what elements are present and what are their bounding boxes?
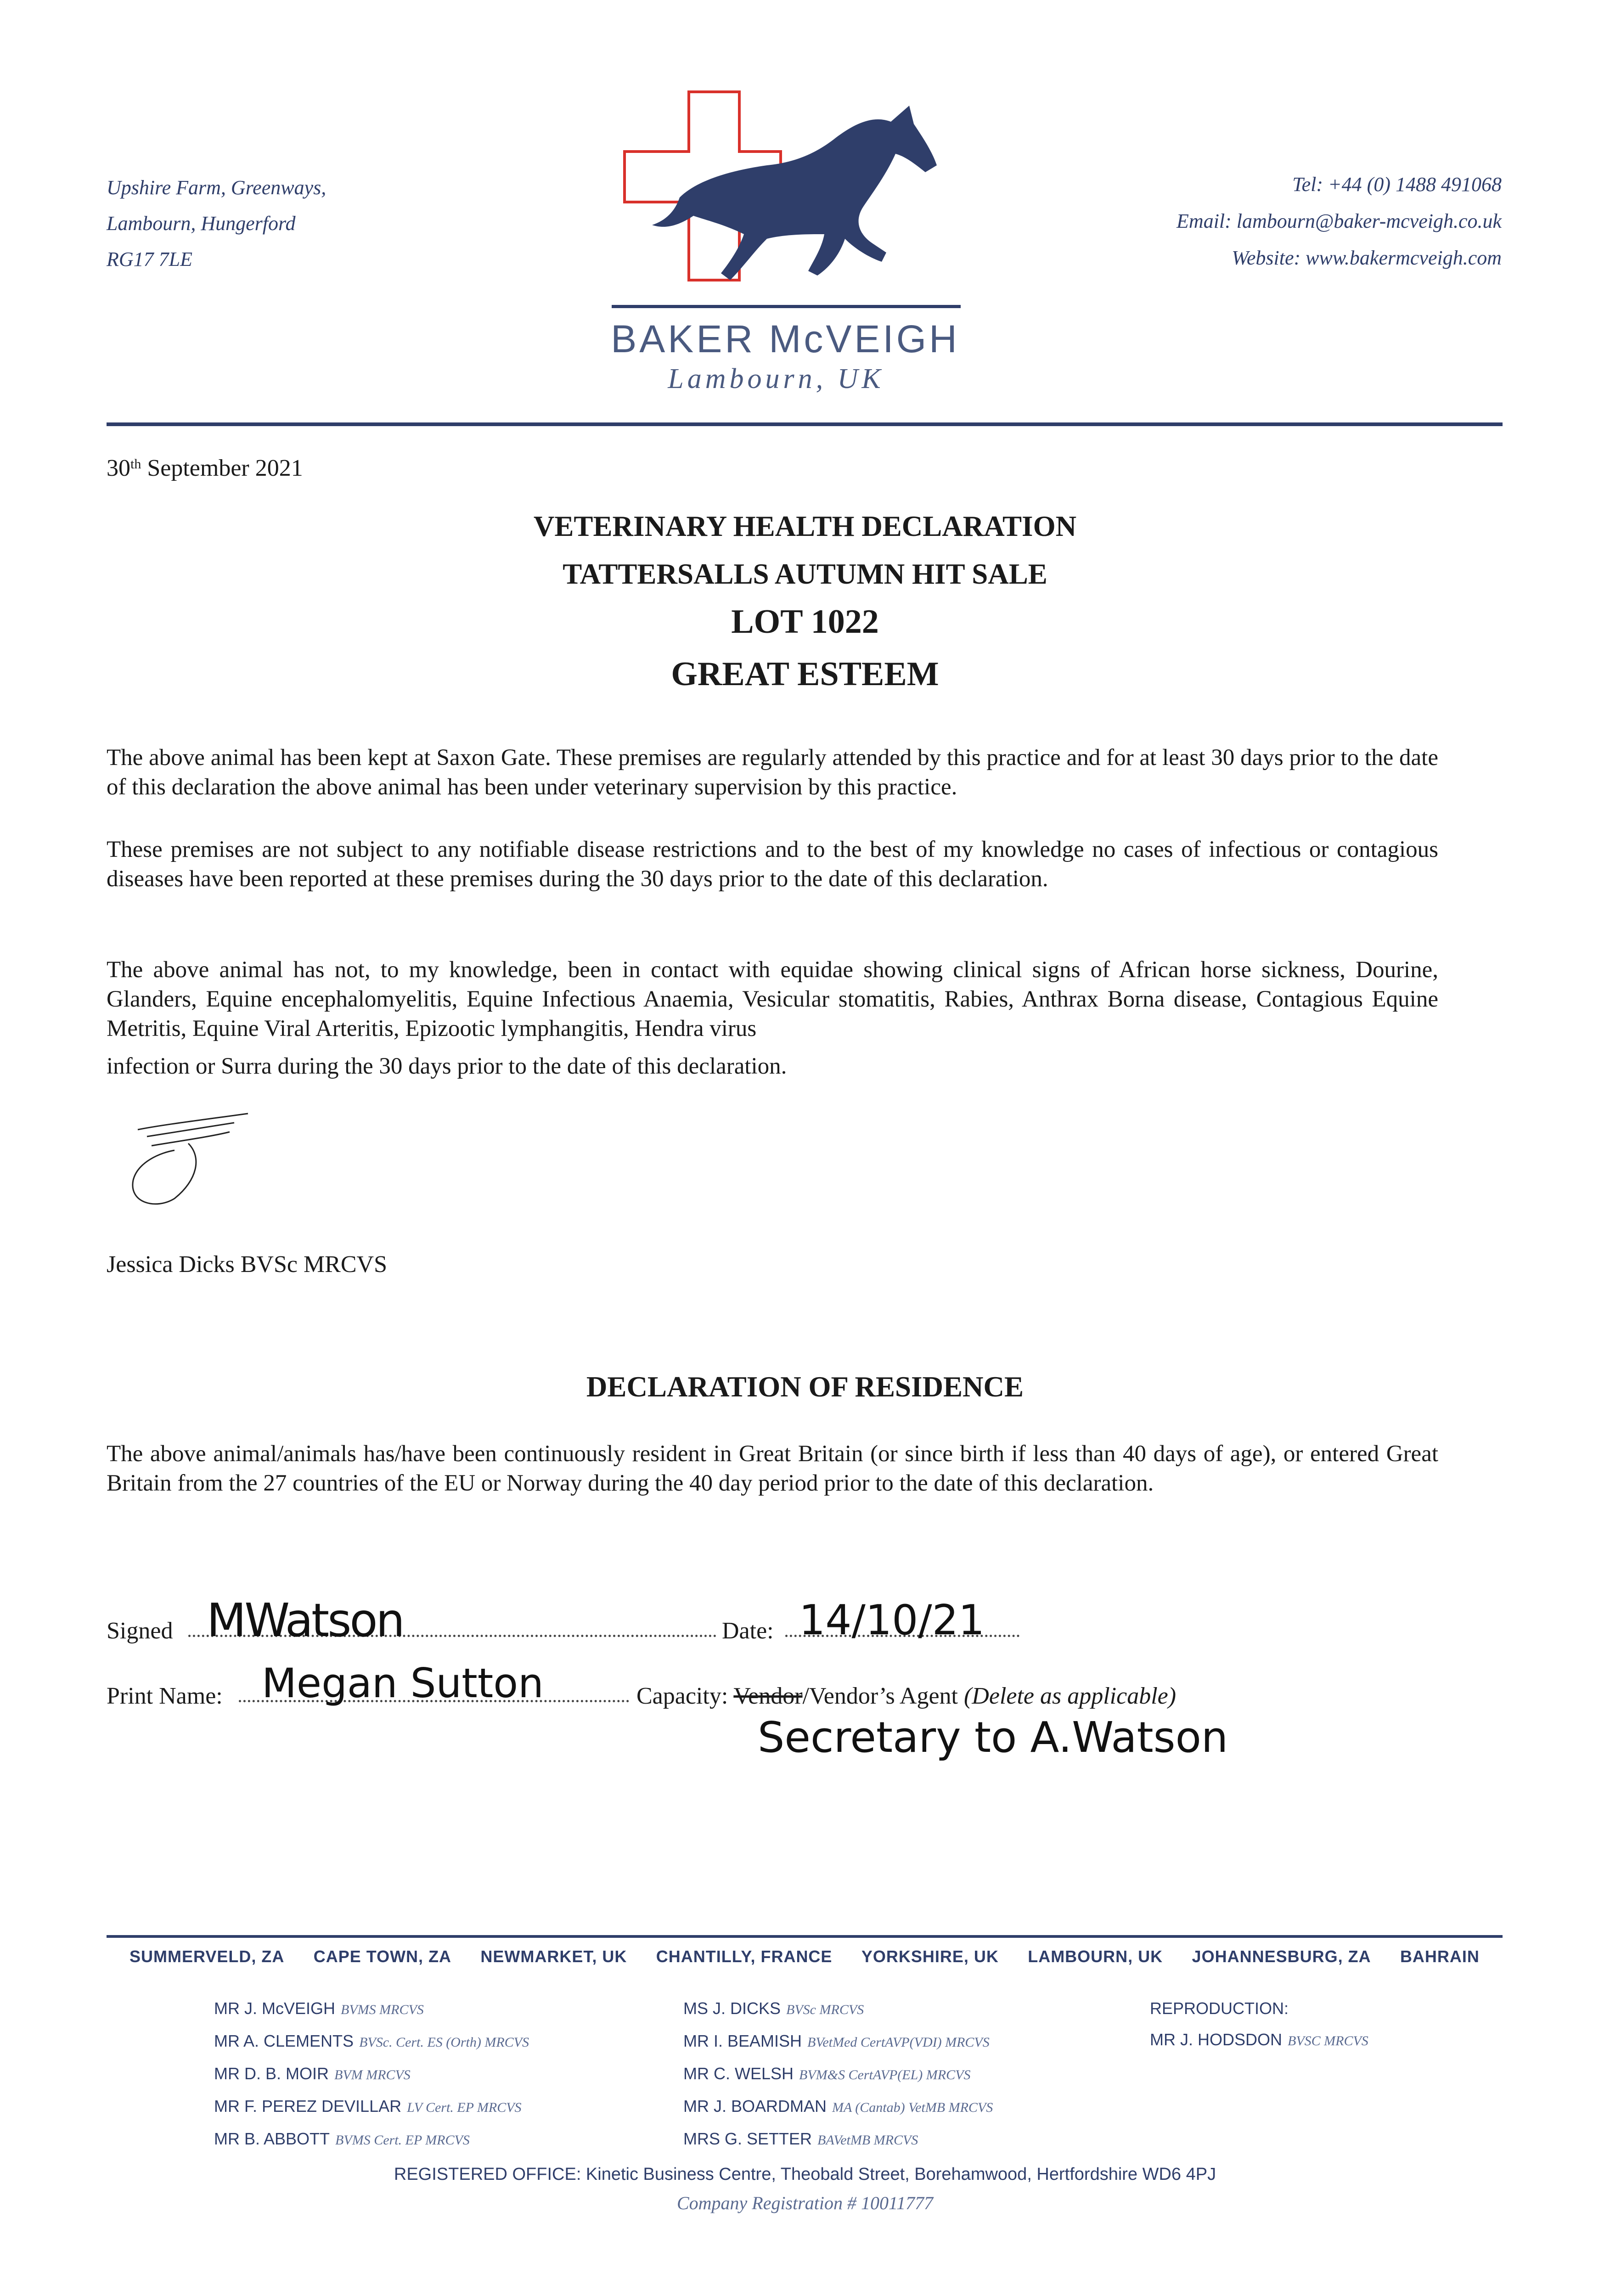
paragraph-residence: The above animal/animals has/have been continuously resident in Great Britain (or since birth if less than 40 days of age), or entered Great Britain from the 27 countries of the EU or Norway during the 40 day period prior to the date of this declaration. <box>107 1441 1438 1496</box>
phone-text: Tel: +44 (0) 1488 491068 <box>1292 173 1502 196</box>
address-line: Upshire Farm, Greenways, <box>107 176 327 199</box>
vet-entry <box>683 2091 993 2123</box>
vet-entry <box>1150 2024 1368 2057</box>
vet-entry-name: MR D. B. MOIR <box>214 2064 329 2083</box>
website-text: Website: www.bakermcveigh.com <box>1232 247 1502 269</box>
capacity-label: Capacity: <box>636 1683 728 1709</box>
paragraph-supervision: The above animal has been kept at Saxon Gate. These premises are regularly attended by this practice and for at least 30 days prior to the date of this declaration the above animal has been under veterinary supervision by this practice. <box>107 745 1438 800</box>
vet-entry-name: MR J. McVEIGH <box>214 1999 336 2018</box>
residence-title: DECLARATION OF RESIDENCE <box>586 1371 1024 1403</box>
handwritten-date: 14/10/21 <box>799 1596 985 1644</box>
office-item: JOHANNESBURG, ZA <box>1192 1947 1371 1966</box>
practice-address <box>107 170 428 277</box>
date-rest: September 2021 <box>141 455 303 481</box>
vet-entry <box>214 2123 529 2156</box>
vet-entry-name: MRS G. SETTER <box>683 2129 812 2148</box>
office-item: CHANTILLY, FRANCE <box>656 1947 833 1966</box>
vet-entry <box>683 2058 993 2091</box>
brand-underline <box>612 305 961 308</box>
vet-entry-quals: BVetMed CertAVP(VDI) MRCVS <box>807 2035 990 2050</box>
date-label: Date: <box>722 1618 774 1644</box>
vet-entry-name: MR J. BOARDMAN <box>683 2097 827 2116</box>
vet-entry <box>214 2058 529 2091</box>
paragraph-restrictions: These premises are not subject to any notifiable disease restrictions and to the best of my knowledge no cases of infectious or contagious diseases have been reported at these premises during the 30 days prior to the date of this declaration. <box>107 837 1438 892</box>
paragraph-diseases: The above animal has not, to my knowledge, been in contact with equidae showing clinical signs of African horse sickness, Dourine, Glanders, Equine encephalomyelitis, Equine Infectious Anaemia, Vesicular stomatitis, Rabies, Anthrax Borna disease, Contagious Equine Metritis, Equine Viral Arteritis, Epizootic lymphangitis, Hendra virus <box>107 957 1438 1041</box>
capacity-vendor-struck: Vendor <box>733 1683 803 1709</box>
vet-entry <box>214 2026 529 2058</box>
vet-entry <box>683 2123 993 2156</box>
sale-title: TATTERSALLS AUTUMN HIT SALE <box>563 558 1047 590</box>
address-line: RG17 7LE <box>107 248 192 270</box>
vet-entry-name: REPRODUCTION: <box>1150 1999 1289 2018</box>
office-item: YORKSHIRE, UK <box>861 1947 999 1966</box>
vet-list-column-2 <box>683 1993 993 2156</box>
lot-number: LOT 1022 <box>731 603 879 641</box>
vet-name: Jessica Dicks BVSc MRCVS <box>107 1251 388 1277</box>
vet-entry-quals: BVMS Cert. EP MRCVS <box>335 2133 470 2148</box>
office-item: SUMMERVELD, ZA <box>129 1947 285 1966</box>
vet-entry <box>214 1993 529 2026</box>
office-item: CAPE TOWN, ZA <box>313 1947 452 1966</box>
horse-and-cross-logo <box>615 87 974 303</box>
footer-divider <box>107 1935 1503 1938</box>
vet-entry-name: MS J. DICKS <box>683 1999 781 2018</box>
vet-entry <box>1150 1993 1368 2024</box>
vet-entry-quals: BVMS MRCVS <box>341 2002 424 2017</box>
office-locations <box>107 1947 1503 1966</box>
vet-entry-name: MR A. CLEMENTS <box>214 2032 354 2050</box>
vet-entry-quals: BAVetMB MRCVS <box>817 2133 918 2148</box>
vet-entry-name: MR J. HODSDON <box>1150 2030 1282 2049</box>
vet-entry-quals: BVSc MRCVS <box>786 2002 864 2017</box>
company-registration: Company Registration # 10011777 <box>676 2193 934 2213</box>
paragraph-diseases-end: infection or Surra during the 30 days prior to the date of this declaration. <box>107 1053 787 1079</box>
vet-entry <box>683 2026 993 2058</box>
letter-date <box>107 455 303 482</box>
capacity-field <box>636 1683 1176 1710</box>
date-suffix: th <box>130 456 141 472</box>
office-item: NEWMARKET, UK <box>480 1947 627 1966</box>
brand-name: BAKER McVEIGH <box>611 317 960 360</box>
handwritten-signature: MWatson <box>207 1593 403 1647</box>
vet-entry-quals: BVSc. Cert. ES (Orth) MRCVS <box>359 2035 529 2050</box>
vet-entry-name: MR F. PEREZ DEVILLAR <box>214 2097 402 2116</box>
handwritten-name: Megan Sutton <box>262 1660 544 1707</box>
practice-contact <box>1042 166 1502 276</box>
vet-entry-quals: MA (Cantab) VetMB MRCVS <box>832 2100 993 2115</box>
vet-entry <box>214 2091 529 2123</box>
vet-entry-name: MR B. ABBOTT <box>214 2129 330 2148</box>
vet-entry-quals: BVM MRCVS <box>334 2067 411 2082</box>
horse-name: GREAT ESTEEM <box>671 655 939 693</box>
declaration-title: VETERINARY HEALTH DECLARATION <box>533 510 1077 542</box>
office-item: BAHRAIN <box>1400 1947 1480 1966</box>
vet-entry-quals: BVM&S CertAVP(EL) MRCVS <box>799 2067 971 2082</box>
print-name-label: Print Name: <box>107 1683 223 1709</box>
vet-list-column-1 <box>214 1993 529 2156</box>
capacity-agent: /Vendor’s Agent <box>802 1683 958 1709</box>
vet-entry-name: MR I. BEAMISH <box>683 2032 802 2050</box>
vet-list-column-3 <box>1150 1993 1368 2057</box>
vet-signature <box>119 1102 257 1212</box>
handwritten-capacity: Secretary to A.Watson <box>758 1713 1228 1762</box>
signed-label: Signed <box>107 1618 173 1644</box>
vet-entry-name: MR C. WELSH <box>683 2064 794 2083</box>
registered-office: REGISTERED OFFICE: Kinetic Business Centre, Theobald Street, Borehamwood, Hertfordshire WD6 4PJ <box>394 2165 1216 2184</box>
office-item: LAMBOURN, UK <box>1028 1947 1163 1966</box>
address-line: Lambourn, Hungerford <box>107 212 296 235</box>
brand-location: Lambourn, UK <box>668 363 884 394</box>
header-divider <box>107 422 1503 426</box>
vet-entry-quals: LV Cert. EP MRCVS <box>407 2100 522 2115</box>
vet-entry-quals: BVSC MRCVS <box>1288 2033 1368 2048</box>
capacity-note: (Delete as applicable) <box>963 1683 1177 1709</box>
email-text: Email: lambourn@baker-mcveigh.co.uk <box>1177 210 1502 232</box>
date-day: 30 <box>107 455 130 481</box>
vet-entry <box>683 1993 993 2026</box>
